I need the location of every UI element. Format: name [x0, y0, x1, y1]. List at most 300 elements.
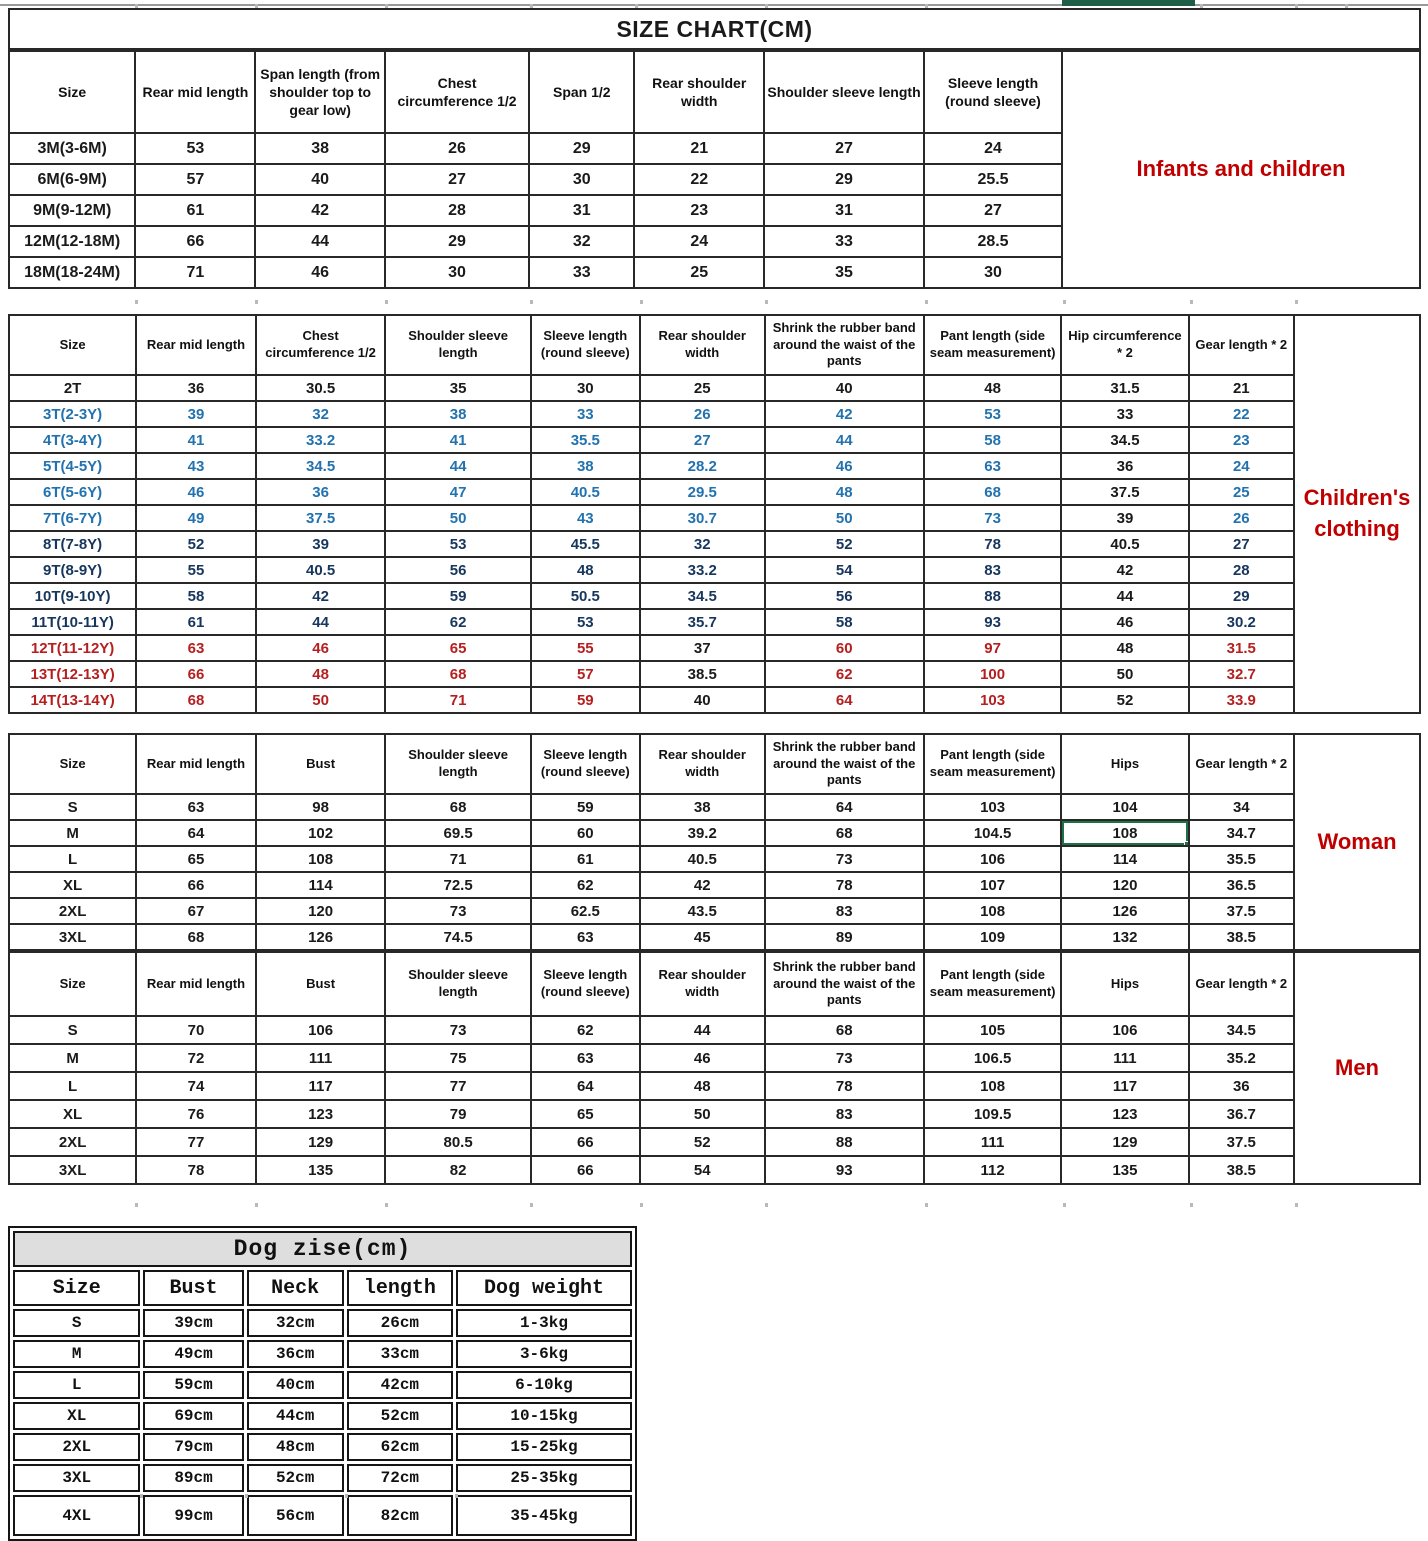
table-cell: 58: [136, 583, 256, 609]
table-cell: 63: [924, 453, 1061, 479]
table-cell: 36: [256, 479, 386, 505]
table-cell: 27: [385, 164, 529, 195]
table-cell: 52: [765, 531, 924, 557]
table-cell: 61: [136, 609, 256, 635]
gridline-tick: [765, 1203, 768, 1207]
gridline-tick: [140, 1494, 143, 1498]
table-row: [9, 505, 1294, 531]
table-cell: 54: [765, 557, 924, 583]
table-cell: 42: [255, 195, 385, 226]
table-row: [9, 583, 1294, 609]
table-cell: 63: [531, 924, 640, 950]
table-row: [9, 133, 1062, 164]
table-cell: 49: [136, 505, 256, 531]
column-header: Chest circumference 1/2: [385, 51, 529, 133]
gridline-tick: [925, 4, 928, 8]
table-cell: 106: [256, 1016, 386, 1044]
table-cell: 64: [136, 820, 256, 846]
table-cell: 40: [255, 164, 385, 195]
table-row: [9, 1016, 1294, 1044]
table-cell: 33cm: [347, 1340, 453, 1368]
column-header: Sleeve length (round sleeve): [531, 734, 640, 794]
gridline-tick: [385, 4, 388, 8]
row-size-cell: M: [9, 820, 136, 846]
gridline-tick: [255, 300, 258, 304]
table-cell: 77: [136, 1128, 256, 1156]
table-cell: 44: [255, 226, 385, 257]
table-cell: 52cm: [247, 1464, 344, 1492]
table-cell: 28.5: [924, 226, 1062, 257]
size-chart-title: SIZE CHART(CM): [8, 8, 1421, 50]
table-cell: 66: [136, 872, 256, 898]
table-row: [9, 375, 1294, 401]
table-cell: 28.2: [640, 453, 765, 479]
table-row: [9, 872, 1294, 898]
table-cell: 48: [256, 661, 386, 687]
table-cell: 68: [136, 924, 256, 950]
table-row: [13, 1340, 632, 1368]
table-cell: 35.5: [1189, 846, 1294, 872]
table-cell: 36cm: [247, 1340, 344, 1368]
table-cell: 106: [1061, 1016, 1188, 1044]
table-cell: 98: [256, 794, 386, 820]
table-cell: 39: [136, 401, 256, 427]
column-header: Bust: [143, 1270, 243, 1306]
table-cell: 52: [640, 1128, 765, 1156]
table-cell: 34.5: [1061, 427, 1188, 453]
table-row: [13, 1464, 632, 1492]
men-size-table: [8, 951, 1295, 1185]
table-cell: 64: [531, 1072, 640, 1100]
gridline-tick: [530, 4, 533, 8]
table-cell: 68: [765, 1016, 924, 1044]
table-cell: 29: [764, 164, 924, 195]
table-cell: 52cm: [347, 1402, 453, 1430]
table-cell: 40: [640, 687, 765, 713]
gridline-tick: [925, 1203, 928, 1207]
table-cell: 83: [924, 557, 1061, 583]
table-cell: 27: [764, 133, 924, 164]
table-cell: 88: [765, 1128, 924, 1156]
table-cell: 73: [924, 505, 1061, 531]
column-header: Bust: [256, 734, 386, 794]
table-cell: 65: [385, 635, 530, 661]
table-cell: 46: [136, 479, 256, 505]
row-size-cell: 2XL: [9, 1128, 136, 1156]
row-size-cell: S: [13, 1309, 140, 1337]
table-cell: 62cm: [347, 1433, 453, 1461]
table-cell: 38: [640, 794, 765, 820]
table-cell: 41: [136, 427, 256, 453]
gridline-tick: [345, 1494, 348, 1498]
table-cell: 30.7: [640, 505, 765, 531]
table-cell: 43: [531, 505, 640, 531]
row-size-cell: 2T: [9, 375, 136, 401]
gridline-tick: [1190, 300, 1193, 304]
table-cell: 6-10kg: [456, 1371, 632, 1399]
row-size-cell: XL: [13, 1402, 140, 1430]
table-cell: 46: [640, 1044, 765, 1072]
row-size-cell: M: [9, 1044, 136, 1072]
woman-section-label: Woman: [1293, 733, 1421, 951]
row-size-cell: 18M(18-24M): [9, 257, 135, 288]
column-header: Size: [9, 315, 136, 375]
table-cell: 120: [256, 898, 386, 924]
column-header: Rear mid length: [136, 734, 256, 794]
table-cell: 56: [765, 583, 924, 609]
table-cell: 126: [1061, 898, 1188, 924]
gridline-tick: [640, 1203, 643, 1207]
table-cell: 24: [924, 133, 1062, 164]
table-cell: 36: [1189, 1072, 1294, 1100]
table-cell: 68: [385, 661, 530, 687]
table-cell: 66: [531, 1156, 640, 1184]
column-header: Sleeve length (round sleeve): [531, 952, 640, 1016]
table-cell: 33: [1061, 401, 1188, 427]
table-cell: 23: [634, 195, 764, 226]
row-size-cell: 14T(13-14Y): [9, 687, 136, 713]
table-cell: 63: [531, 1044, 640, 1072]
table-cell: 48: [765, 479, 924, 505]
table-row: [9, 195, 1062, 226]
column-header: Gear length * 2: [1189, 734, 1294, 794]
table-cell: 48: [1061, 635, 1188, 661]
table-cell: 25: [1189, 479, 1294, 505]
children-section-label: Children's clothing: [1293, 314, 1421, 714]
table-cell: 36.5: [1189, 872, 1294, 898]
gridline-tick: [385, 1203, 388, 1207]
table-cell: 37.5: [1061, 479, 1188, 505]
table-cell: 65: [136, 846, 256, 872]
table-row: [9, 531, 1294, 557]
table-cell: 44: [765, 427, 924, 453]
row-size-cell: 2XL: [9, 898, 136, 924]
table-cell: 48: [924, 375, 1061, 401]
table-cell: 129: [256, 1128, 386, 1156]
table-cell: 72cm: [347, 1464, 453, 1492]
table-cell: 38.5: [1189, 924, 1294, 950]
table-cell: 76: [136, 1100, 256, 1128]
row-size-cell: XL: [9, 1100, 136, 1128]
table-cell: 42cm: [347, 1371, 453, 1399]
gridline-tick: [530, 1203, 533, 1207]
table-cell: 70: [136, 1016, 256, 1044]
table-cell: 73: [765, 846, 924, 872]
column-header: Rear mid length: [135, 51, 255, 133]
row-size-cell: L: [9, 1072, 136, 1100]
table-cell: 46: [1061, 609, 1188, 635]
table-cell: 58: [765, 609, 924, 635]
table-cell: 33.2: [256, 427, 386, 453]
table-cell: 72.5: [385, 872, 530, 898]
table-cell: 46: [765, 453, 924, 479]
table-cell: 103: [924, 687, 1061, 713]
table-row: [9, 1128, 1294, 1156]
table-cell: 44: [1061, 583, 1188, 609]
row-size-cell: 13T(12-13Y): [9, 661, 136, 687]
table-cell: 78: [765, 1072, 924, 1100]
row-size-cell: 6M(6-9M): [9, 164, 135, 195]
table-cell: 40cm: [247, 1371, 344, 1399]
gridline-tick: [255, 4, 258, 8]
table-cell: 69.5: [385, 820, 530, 846]
table-cell: 108: [924, 898, 1061, 924]
column-header: Hips: [1061, 952, 1188, 1016]
table-cell: 59: [531, 687, 640, 713]
table-cell: 107: [924, 872, 1061, 898]
gridline-tick: [1295, 300, 1298, 304]
column-header: Size: [13, 1270, 140, 1306]
table-cell: 104: [1061, 794, 1188, 820]
table-cell: 32: [640, 531, 765, 557]
table-cell: 59: [385, 583, 530, 609]
table-row: [13, 1371, 632, 1399]
table-cell: 49cm: [143, 1340, 243, 1368]
table-row: [13, 1433, 632, 1461]
table-cell: 83: [765, 898, 924, 924]
table-cell: 37.5: [1189, 1128, 1294, 1156]
table-cell: 79cm: [143, 1433, 243, 1461]
table-cell: 26cm: [347, 1309, 453, 1337]
gridline-tick: [255, 1203, 258, 1207]
table-cell: 52: [136, 531, 256, 557]
table-cell: 93: [924, 609, 1061, 635]
table-cell: 26: [640, 401, 765, 427]
table-row: [9, 1044, 1294, 1072]
table-cell: 64: [765, 794, 924, 820]
table-cell: 111: [1061, 1044, 1188, 1072]
column-header: Gear length * 2: [1189, 315, 1294, 375]
gridline-tick: [1295, 4, 1298, 8]
table-row: [9, 898, 1294, 924]
table-cell: 33: [529, 257, 634, 288]
table-cell: 40.5: [640, 846, 765, 872]
table-cell: 29.5: [640, 479, 765, 505]
gridline-tick: [1190, 1203, 1193, 1207]
table-row: [9, 1100, 1294, 1128]
table-cell: 28: [1189, 557, 1294, 583]
table-cell: 60: [765, 635, 924, 661]
table-cell: 117: [256, 1072, 386, 1100]
table-cell: 109.5: [924, 1100, 1061, 1128]
table-cell: 32: [256, 401, 386, 427]
gridline-tick: [1063, 1203, 1066, 1207]
table-cell: 66: [135, 226, 255, 257]
table-cell: 93: [765, 1156, 924, 1184]
column-header: Pant length (side seam measurement): [924, 315, 1061, 375]
column-header: length: [347, 1270, 453, 1306]
table-cell: 64: [765, 687, 924, 713]
table-cell: 100: [924, 661, 1061, 687]
table-cell: 73: [385, 898, 530, 924]
table-cell: 57: [531, 661, 640, 687]
table-cell: 111: [924, 1128, 1061, 1156]
table-cell: 129: [1061, 1128, 1188, 1156]
column-header: Shoulder sleeve length: [764, 51, 924, 133]
table-cell: 31.5: [1061, 375, 1188, 401]
table-cell: 52: [1061, 687, 1188, 713]
table-cell: 30.5: [256, 375, 386, 401]
table-cell: 135: [256, 1156, 386, 1184]
table-cell: 97: [924, 635, 1061, 661]
gridline-tick: [135, 1203, 138, 1207]
table-row: [9, 609, 1294, 635]
table-cell: 82cm: [347, 1495, 453, 1536]
gridline-tick: [530, 300, 533, 304]
table-cell: 108: [256, 846, 386, 872]
table-cell: 48cm: [247, 1433, 344, 1461]
table-cell: 34: [1189, 794, 1294, 820]
table-cell: 106: [924, 846, 1061, 872]
row-size-cell: S: [9, 794, 136, 820]
table-cell: 61: [531, 846, 640, 872]
table-cell: 105: [924, 1016, 1061, 1044]
table-cell: 39: [1061, 505, 1188, 531]
table-cell: 46: [256, 635, 386, 661]
table-cell: 59: [531, 794, 640, 820]
table-cell: 43.5: [640, 898, 765, 924]
column-header: Span length (from shoulder top to gear low): [255, 51, 385, 133]
table-cell: 59cm: [143, 1371, 243, 1399]
row-size-cell: S: [9, 1016, 136, 1044]
table-cell: 28: [385, 195, 529, 226]
column-header: Shrink the rubber band around the waist of the pants: [765, 952, 924, 1016]
table-cell: 27: [640, 427, 765, 453]
table-cell: 72: [136, 1044, 256, 1072]
row-size-cell: 7T(6-7Y): [9, 505, 136, 531]
table-row: [9, 687, 1294, 713]
table-cell: 108: [924, 1072, 1061, 1100]
row-size-cell: 4XL: [13, 1495, 140, 1536]
table-cell: 47: [385, 479, 530, 505]
table-cell: 102: [256, 820, 386, 846]
column-header: Neck: [247, 1270, 344, 1306]
table-cell: 32cm: [247, 1309, 344, 1337]
table-cell: 26: [1189, 505, 1294, 531]
table-cell: 135: [1061, 1156, 1188, 1184]
table-cell: 23: [1189, 427, 1294, 453]
row-size-cell: 9M(9-12M): [9, 195, 135, 226]
gridline-tick: [1345, 4, 1348, 8]
table-cell: 50: [640, 1100, 765, 1128]
gridline-tick: [640, 300, 643, 304]
column-header: Rear mid length: [136, 315, 256, 375]
table-cell: 40.5: [256, 557, 386, 583]
table-cell: 30: [924, 257, 1062, 288]
table-cell: 31: [529, 195, 634, 226]
column-header: Pant length (side seam measurement): [924, 952, 1061, 1016]
table-cell: 22: [1189, 401, 1294, 427]
table-row: [9, 453, 1294, 479]
table-cell: 62: [765, 661, 924, 687]
gridline-tick: [765, 4, 768, 8]
table-cell: 37: [640, 635, 765, 661]
table-cell: 54: [640, 1156, 765, 1184]
row-size-cell: XL: [9, 872, 136, 898]
table-cell: 63: [136, 635, 256, 661]
table-row: [9, 794, 1294, 820]
table-cell: 44: [640, 1016, 765, 1044]
table-row: [9, 1072, 1294, 1100]
table-cell: 44cm: [247, 1402, 344, 1430]
top-green-cell-bar: [1062, 0, 1195, 6]
table-cell: 82: [385, 1156, 530, 1184]
row-size-cell: L: [9, 846, 136, 872]
table-cell: 34.7: [1189, 820, 1294, 846]
table-cell: 25: [634, 257, 764, 288]
row-size-cell: 2XL: [13, 1433, 140, 1461]
table-cell: 89cm: [143, 1464, 243, 1492]
table-cell: 1-3kg: [456, 1309, 632, 1337]
column-header: Size: [9, 51, 135, 133]
row-size-cell: 9T(8-9Y): [9, 557, 136, 583]
table-cell: 35: [764, 257, 924, 288]
table-cell: 56cm: [247, 1495, 344, 1536]
row-size-cell: 5T(4-5Y): [9, 453, 136, 479]
column-header: Shoulder sleeve length: [385, 734, 530, 794]
table-cell: 34.5: [1189, 1016, 1294, 1044]
table-cell: 77: [385, 1072, 530, 1100]
table-cell: 55: [136, 557, 256, 583]
children-size-table: [8, 314, 1295, 714]
table-cell: 111: [256, 1044, 386, 1072]
table-cell: 22: [634, 164, 764, 195]
column-header: Shrink the rubber band around the waist of the pants: [765, 315, 924, 375]
table-row: [13, 1495, 632, 1536]
table-cell: 106.5: [924, 1044, 1061, 1072]
men-section-label: Men: [1293, 951, 1421, 1185]
table-cell: 104.5: [924, 820, 1061, 846]
table-cell: 114: [1061, 846, 1188, 872]
column-header: Shrink the rubber band around the waist of the pants: [765, 734, 924, 794]
table-cell: 33.2: [640, 557, 765, 583]
table-cell: 24: [1189, 453, 1294, 479]
table-cell: 62: [385, 609, 530, 635]
column-header: Bust: [256, 952, 386, 1016]
table-cell: 80.5: [385, 1128, 530, 1156]
table-cell: 71: [385, 846, 530, 872]
row-size-cell: 3XL: [13, 1464, 140, 1492]
table-cell: 30: [385, 257, 529, 288]
table-cell: 67: [136, 898, 256, 924]
row-size-cell: 12M(12-18M): [9, 226, 135, 257]
table-row: [9, 479, 1294, 505]
row-size-cell: 3T(2-3Y): [9, 401, 136, 427]
table-cell: 55: [531, 635, 640, 661]
table-cell: 41: [385, 427, 530, 453]
table-cell: 45: [640, 924, 765, 950]
table-cell: 99cm: [143, 1495, 243, 1536]
table-cell: 50: [256, 687, 386, 713]
table-cell: 68: [765, 820, 924, 846]
table-cell: 78: [136, 1156, 256, 1184]
table-cell: 24: [634, 226, 764, 257]
table-cell: 58: [924, 427, 1061, 453]
table-cell: 44: [256, 609, 386, 635]
table-cell: 112: [924, 1156, 1061, 1184]
column-header: Shoulder sleeve length: [385, 315, 530, 375]
table-cell: 25.5: [924, 164, 1062, 195]
column-header: Size: [9, 734, 136, 794]
table-cell: 38: [385, 401, 530, 427]
column-header: Rear mid length: [136, 952, 256, 1016]
table-cell: 74.5: [385, 924, 530, 950]
table-cell: 68: [924, 479, 1061, 505]
row-size-cell: 3M(3-6M): [9, 133, 135, 164]
table-cell: 42: [256, 583, 386, 609]
column-header: Span 1/2: [529, 51, 634, 133]
table-cell: 38.5: [640, 661, 765, 687]
